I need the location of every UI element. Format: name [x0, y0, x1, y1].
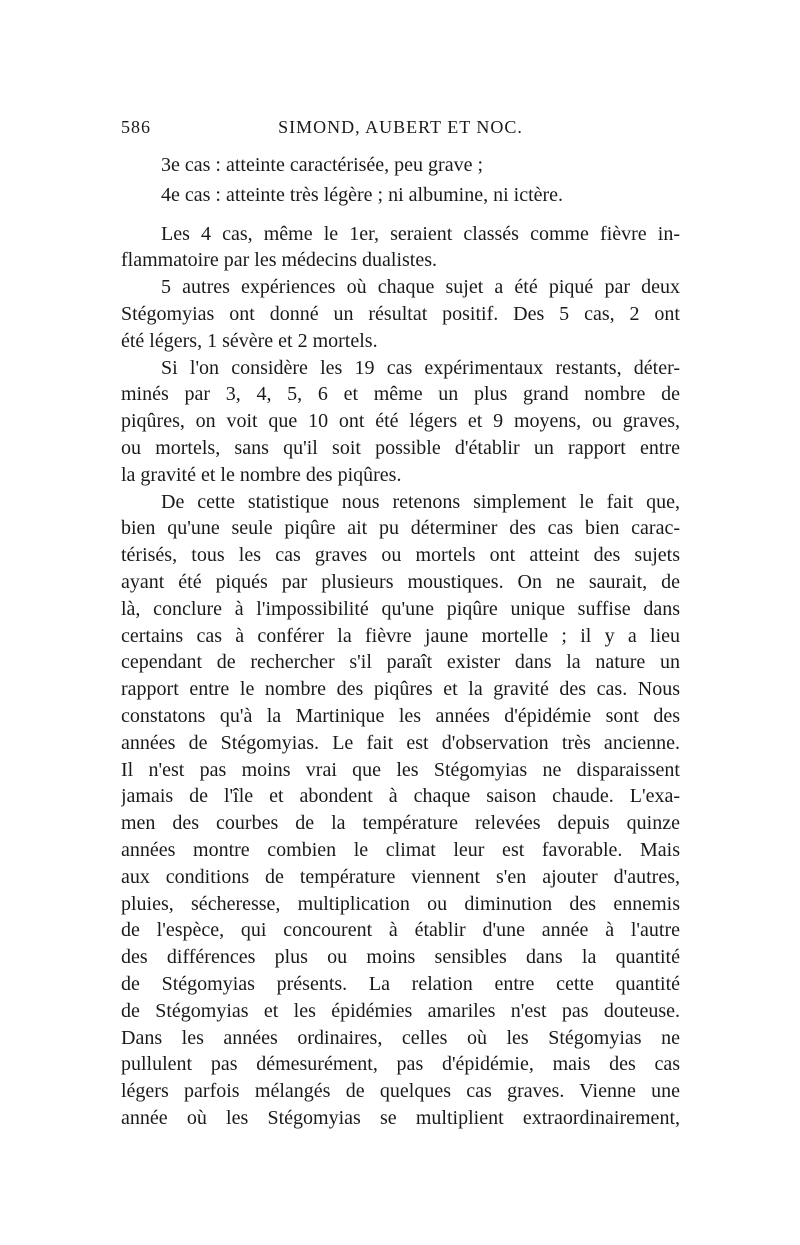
running-title: SIMOND, AUBERT ET NOC. [278, 117, 523, 137]
text-line: année où les Stégomyias se multiplient extraordinairement, [121, 1106, 680, 1129]
text-line: jamais de l'île et abondent à chaque saison chaude. L'exa- [121, 785, 680, 808]
text-line: pullulent pas démesurément, pas d'épidémie, mais des cas [121, 1053, 680, 1076]
text-line: de l'espèce, qui concourent à établir d'une année à l'autre [121, 919, 680, 942]
text-line: minés par 3, 4, 5, 6 et même un plus grand nombre de [121, 383, 680, 406]
text-line: Si l'on considère les 19 cas expérimentaux restants, déter- [161, 356, 680, 379]
text-line: men des courbes de la température relevées depuis quinze [121, 812, 680, 835]
text-line: là, conclure à l'impossibilité qu'une piqûre unique suffise dans [121, 597, 680, 620]
text-line: été légers, 1 sévère et 2 mortels. [121, 329, 378, 352]
text-line: Stégomyias ont donné un résultat positif. Des 5 cas, 2 ont [121, 302, 680, 325]
text-line: de Stégomyias et les épidémies amariles n'est pas douteuse. [121, 999, 680, 1022]
text-line: ou mortels, sans qu'il soit possible d'établir un rapport entre [121, 436, 680, 459]
text-line: 3e cas : atteinte caractérisée, peu grave ; [161, 154, 484, 176]
text-line: légers parfois mélangés de quelques cas graves. Vienne une [121, 1080, 680, 1103]
text-line: bien qu'une seule piqûre ait pu déterminer des cas bien carac- [121, 517, 680, 540]
page-number: 586 [121, 117, 151, 137]
text-line: 4e cas : atteinte très légère ; ni albumine, ni ictère. [161, 183, 564, 206]
text-line: Il n'est pas moins vrai que les Stégomyias ne disparaissent [121, 758, 680, 781]
text-line: certains cas à conférer la fièvre jaune mortelle ; il y a lieu [121, 624, 680, 647]
text-line: années de Stégomyias. Le fait est d'observation très ancienne. [121, 731, 680, 754]
page-header [121, 117, 680, 143]
body-text [121, 152, 680, 1132]
text-line: rapport entre le nombre des piqûres et la gravité des cas. Nous [121, 678, 680, 701]
text-line: flammatoire par les médecins dualistes. [121, 249, 438, 272]
text-line: 5 autres expériences où chaque sujet a été piqué par deux [161, 276, 680, 299]
text-line: cependant de rechercher s'il paraît exister dans la nature un [121, 651, 680, 674]
text-line: de Stégomyias présents. La relation entre cette quantité [121, 972, 680, 995]
text-line: piqûres, on voit que 10 ont été légers et 9 moyens, ou graves, [121, 410, 680, 433]
text-line: la gravité et le nombre des piqûres. [121, 463, 402, 486]
text-line: aux conditions de température viennent s'en ajouter d'autres, [121, 865, 680, 888]
text-line: années montre combien le climat leur est favorable. Mais [121, 838, 680, 861]
text-line: pluies, sécheresse, multiplication ou diminution des ennemis [121, 892, 680, 915]
text-line: constatons qu'à la Martinique les années d'épidémie sont des [121, 704, 680, 727]
text-line: De cette statistique nous retenons simplement le fait que, [161, 490, 680, 513]
text-line: ayant été piqués par plusieurs moustiques. On ne saurait, de [121, 570, 680, 593]
text-line: des différences plus ou moins sensibles dans la quantité [121, 946, 680, 969]
text-line: térisés, tous les cas graves ou mortels ont atteint des sujets [121, 544, 680, 567]
text-line: Les 4 cas, même le 1er, seraient classés comme fièvre in- [161, 222, 680, 245]
text-line: Dans les années ordinaires, celles où les Stégomyias ne [121, 1026, 680, 1049]
